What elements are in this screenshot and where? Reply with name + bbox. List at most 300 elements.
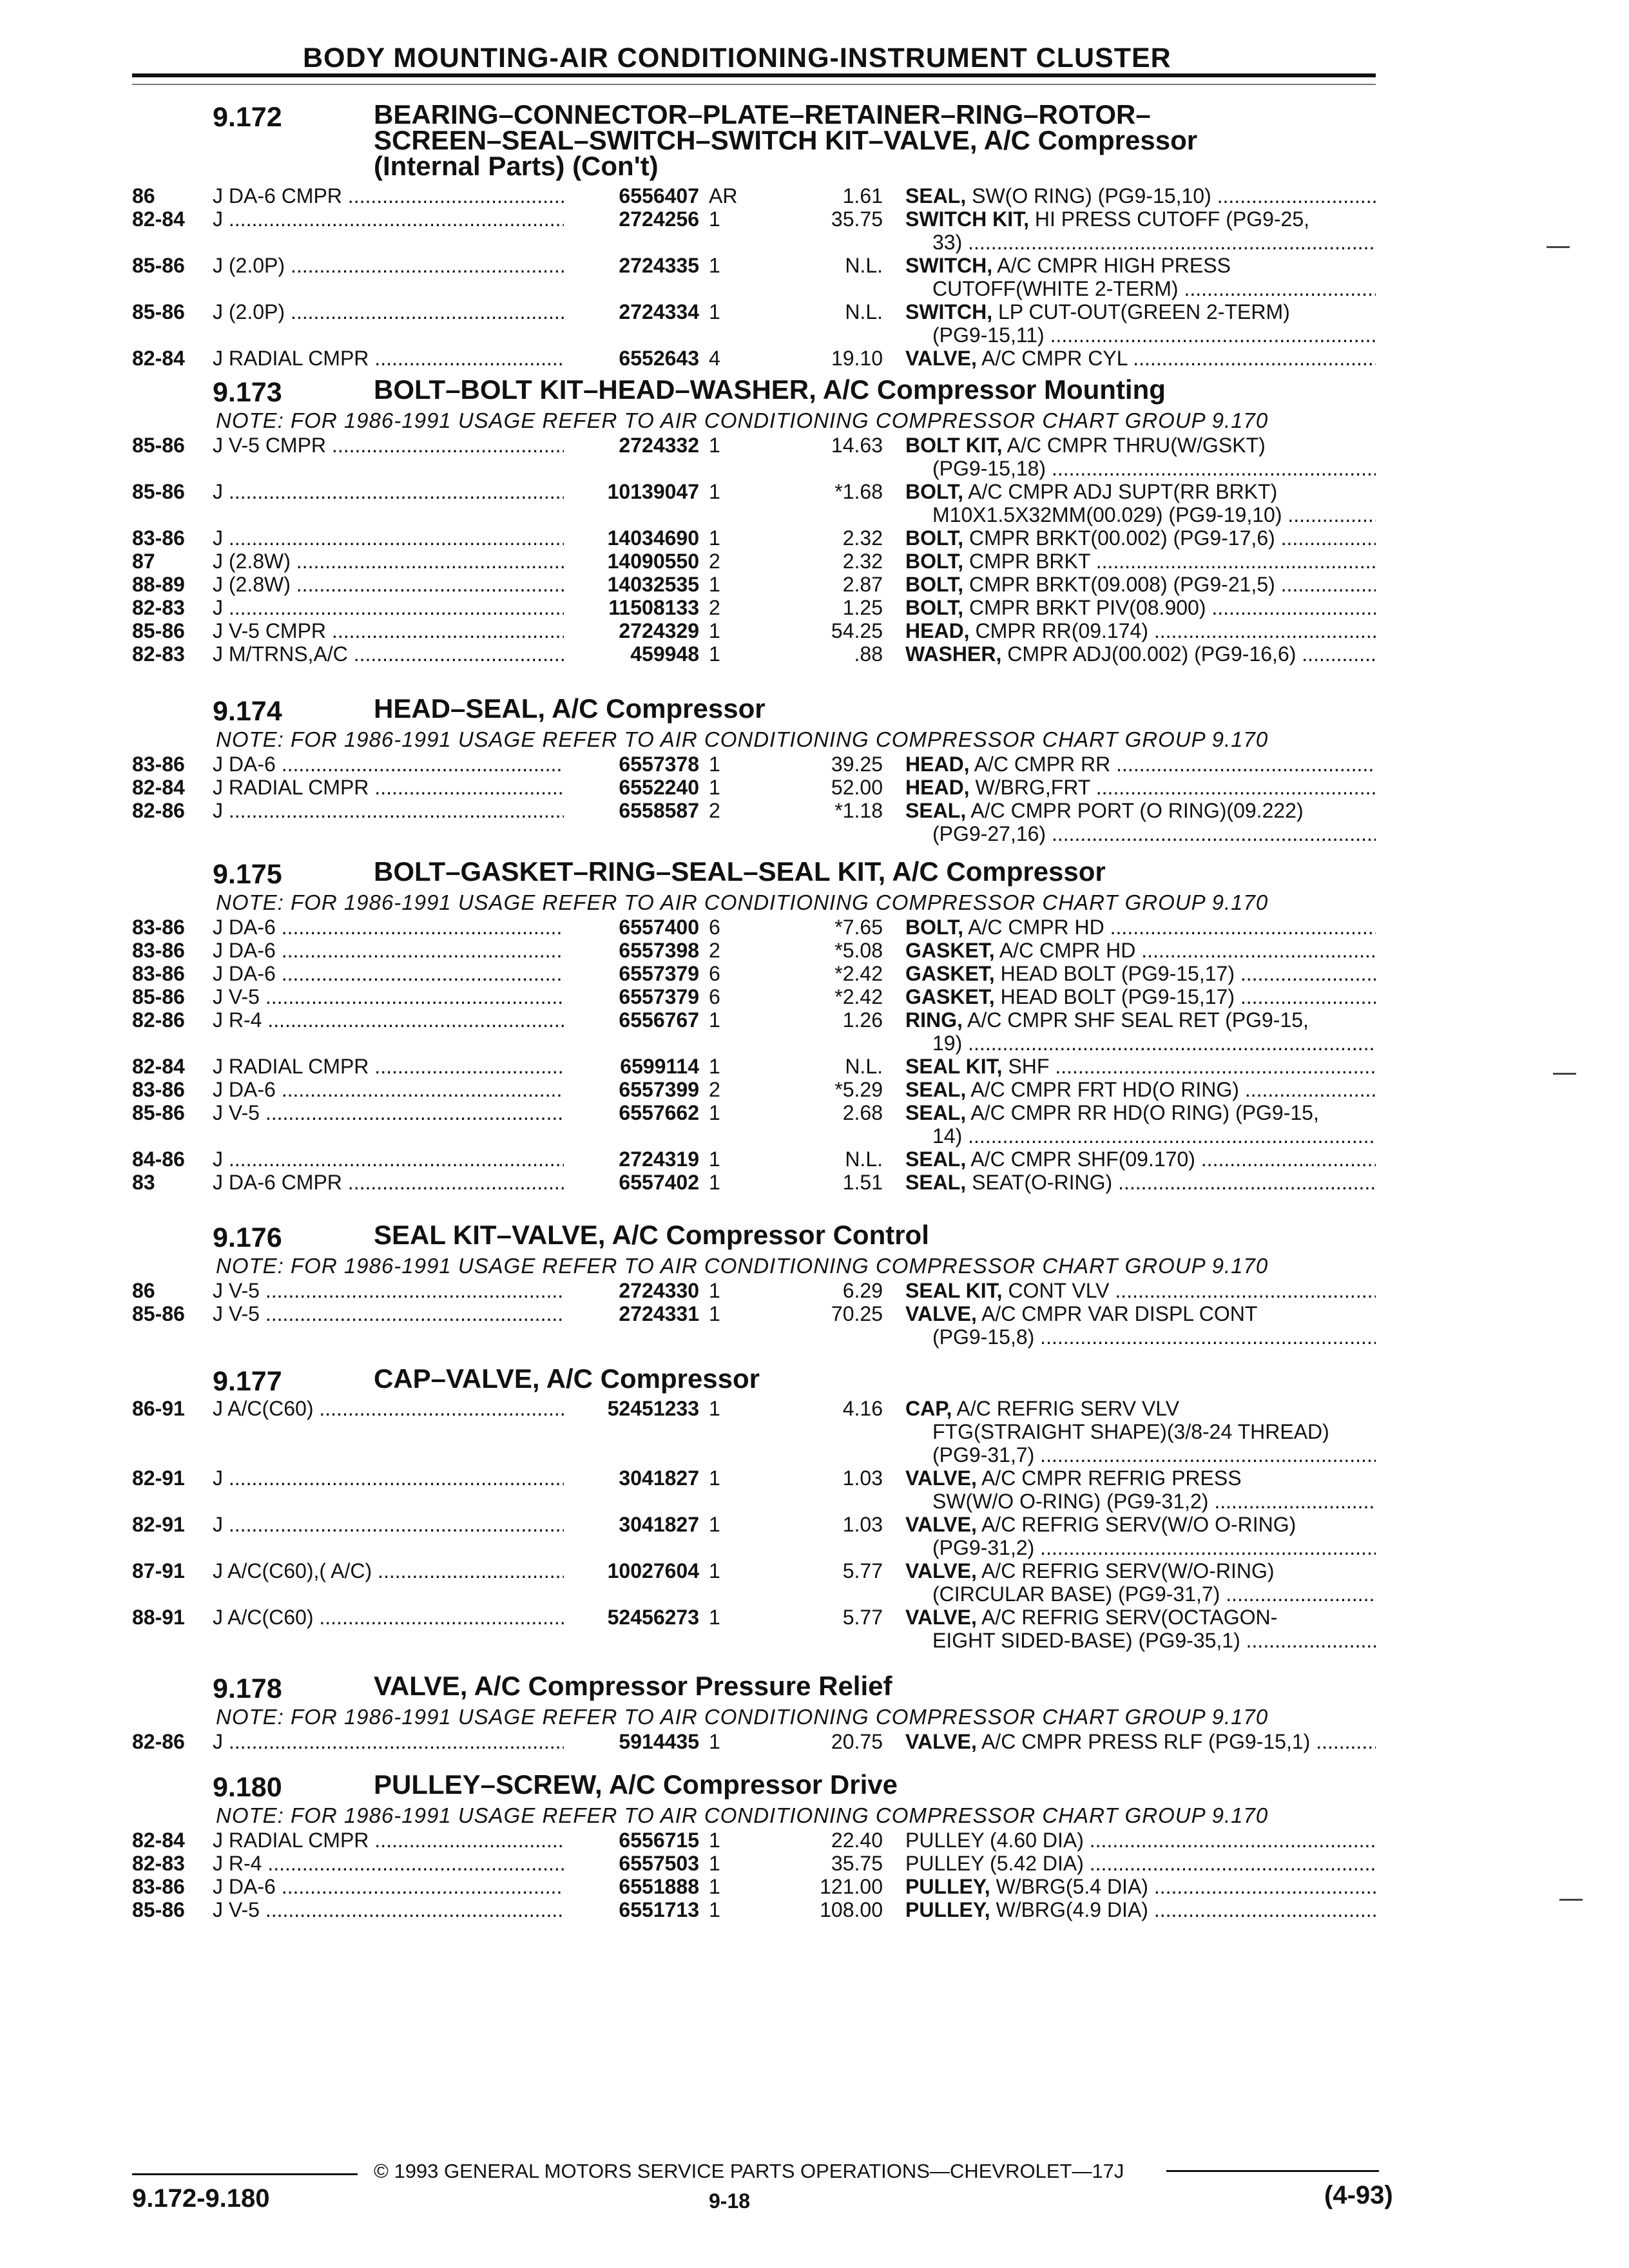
- footer-page-number: 9-18: [709, 2189, 751, 2213]
- description-line: CAP, A/C REFRIG SERV VLV: [905, 1397, 1180, 1420]
- part-description: [905, 962, 1376, 985]
- description-line: (CIRCULAR BASE) (PG9-31,7) .....: [905, 1582, 1376, 1606]
- section-number: 9.178: [213, 1673, 282, 1704]
- part-row: [0, 1466, 1629, 1513]
- part-description: [905, 985, 1376, 1008]
- application: J .....: [213, 799, 564, 822]
- part-number: 52451233: [607, 1397, 699, 1420]
- part-description: [905, 184, 1376, 207]
- part-description: [905, 1279, 1376, 1302]
- description-line: PULLEY (5.42 DIA) .....: [905, 1852, 1376, 1875]
- quantity: 2: [709, 939, 720, 962]
- application: J DA-6 .....: [213, 939, 564, 962]
- part-number: 6557379: [619, 985, 699, 1008]
- price: N.L.: [845, 254, 883, 277]
- quantity: 1: [709, 1559, 720, 1582]
- description-line: 14) .....: [905, 1124, 1376, 1148]
- description-line: HEAD, CMPR RR(09.174) .....: [905, 619, 1376, 642]
- section-number: 9.176: [213, 1222, 282, 1253]
- description-line: EIGHT SIDED-BASE) (PG9-35,1) .....: [905, 1629, 1376, 1652]
- quantity: 1: [709, 480, 720, 503]
- part-row: [0, 1852, 1629, 1875]
- description-line: VALVE, A/C REFRIG SERV(W/O O-RING): [905, 1513, 1296, 1536]
- application: J V-5 .....: [213, 1101, 564, 1124]
- section-heading: [0, 374, 1629, 408]
- application: J M/TRNS,A/C .....: [213, 642, 564, 666]
- description-line: VALVE, A/C CMPR VAR DISPL CONT: [905, 1302, 1258, 1325]
- quantity: 2: [709, 799, 720, 822]
- quantity: 1: [709, 1397, 720, 1420]
- section-note: NOTE: FOR 1986-1991 USAGE REFER TO AIR CONDITIONING COMPRESSOR CHART GROUP 9.170: [216, 727, 1269, 751]
- part-description: [905, 1078, 1376, 1101]
- year-range: 82-84: [132, 1829, 185, 1852]
- quantity: 1: [709, 642, 720, 666]
- description-line: HEAD, W/BRG,FRT .....: [905, 776, 1376, 799]
- application: J V-5 .....: [213, 1898, 564, 1921]
- year-range: 86: [132, 184, 155, 207]
- price: 2.87: [842, 573, 883, 596]
- application: J V-5 .....: [213, 1279, 564, 1302]
- quantity: 1: [709, 1302, 720, 1325]
- quantity: 1: [709, 526, 720, 550]
- description-line: SEAL KIT, SHF .....: [905, 1055, 1376, 1078]
- quantity: 6: [709, 985, 720, 1008]
- application: J DA-6 .....: [213, 1078, 564, 1101]
- part-row: [0, 642, 1629, 666]
- description-line: SEAL, A/C CMPR PORT (O RING)(09.222): [905, 799, 1304, 822]
- year-range: 82-83: [132, 642, 185, 666]
- price: 121.00: [820, 1875, 883, 1898]
- application: J A/C(C60) .....: [213, 1397, 564, 1420]
- part-description: [905, 1852, 1376, 1875]
- part-number: 6551713: [619, 1898, 699, 1921]
- quantity: 1: [709, 1055, 720, 1078]
- description-line: VALVE, A/C REFRIG SERV(OCTAGON-: [905, 1606, 1278, 1629]
- year-range: 83-86: [132, 753, 185, 776]
- price: 22.40: [831, 1829, 883, 1852]
- section-note: NOTE: FOR 1986-1991 USAGE REFER TO AIR CONDITIONING COMPRESSOR CHART GROUP 9.170: [216, 890, 1269, 914]
- part-description: [905, 916, 1376, 939]
- price: 2.32: [842, 550, 883, 573]
- price: *5.08: [834, 939, 883, 962]
- part-row: [0, 480, 1629, 526]
- year-range: 82-83: [132, 596, 185, 619]
- application: J DA-6 CMPR .....: [213, 184, 564, 207]
- part-number: 14032535: [607, 573, 699, 596]
- year-range: 85-86: [132, 254, 185, 277]
- description-line: VALVE, A/C CMPR REFRIG PRESS: [905, 1466, 1242, 1490]
- description-line: SEAL, SEAT(O-RING) .....: [905, 1171, 1376, 1194]
- description-line: BOLT KIT, A/C CMPR THRU(W/GSKT): [905, 434, 1266, 457]
- description-line: SWITCH, A/C CMPR HIGH PRESS: [905, 254, 1231, 277]
- description-line: SWITCH KIT, HI PRESS CUTOFF (PG9-25,: [905, 207, 1310, 231]
- year-range: 88-91: [132, 1606, 185, 1629]
- application: J DA-6 .....: [213, 753, 564, 776]
- part-number: 6557503: [619, 1852, 699, 1875]
- application: J DA-6 CMPR .....: [213, 1171, 564, 1194]
- price: 1.03: [842, 1466, 883, 1490]
- part-description: [905, 753, 1376, 776]
- description-line: VALVE, A/C CMPR CYL .....: [905, 347, 1376, 370]
- part-number: 6557378: [619, 753, 699, 776]
- application: J R-4 .....: [213, 1852, 564, 1875]
- part-row: [0, 753, 1629, 776]
- quantity: 1: [709, 619, 720, 642]
- application: J DA-6 .....: [213, 962, 564, 985]
- part-number: 5914435: [619, 1730, 699, 1753]
- quantity: 1: [709, 254, 720, 277]
- part-row: [0, 526, 1629, 550]
- section-heading: [0, 1363, 1629, 1397]
- part-row: [0, 619, 1629, 642]
- year-range: 83-86: [132, 939, 185, 962]
- part-description: [905, 1466, 1376, 1513]
- part-row: [0, 1148, 1629, 1171]
- description-line: BOLT, CMPR BRKT(09.008) (PG9-21,5) .....: [905, 573, 1376, 596]
- section-9-176: [0, 1222, 1629, 1349]
- section-note: NOTE: FOR 1986-1991 USAGE REFER TO AIR CONDITIONING COMPRESSOR CHART GROUP 9.170: [216, 1705, 1269, 1729]
- part-number: 459948: [630, 642, 699, 666]
- year-range: 82-91: [132, 1466, 185, 1490]
- part-description: [905, 526, 1376, 550]
- year-range: 87: [132, 550, 155, 573]
- part-description: [905, 1559, 1376, 1606]
- section-number: 9.180: [213, 1772, 282, 1803]
- price: *2.42: [834, 962, 883, 985]
- section-heading: [0, 99, 1629, 184]
- part-number: 6557379: [619, 962, 699, 985]
- part-description: [905, 254, 1376, 300]
- part-description: [905, 1898, 1376, 1921]
- description-line: PULLEY, W/BRG(5.4 DIA) .....: [905, 1875, 1376, 1898]
- year-range: 83-86: [132, 526, 185, 550]
- description-line: (PG9-27,16) .....: [905, 822, 1376, 845]
- description-line: SEAL, A/C CMPR FRT HD(O RING) .....: [905, 1078, 1376, 1101]
- part-row: [0, 1055, 1629, 1078]
- price: *1.18: [834, 799, 883, 822]
- part-description: [905, 573, 1376, 596]
- part-description: [905, 1513, 1376, 1559]
- part-description: [905, 1148, 1376, 1171]
- quantity: 4: [709, 347, 720, 370]
- section-note: NOTE: FOR 1986-1991 USAGE REFER TO AIR CONDITIONING COMPRESSOR CHART GROUP 9.170: [216, 1254, 1269, 1278]
- part-row: [0, 1078, 1629, 1101]
- part-description: [905, 300, 1376, 347]
- application: J V-5 CMPR .....: [213, 619, 564, 642]
- year-range: 82-84: [132, 1055, 185, 1078]
- price: 39.25: [831, 753, 883, 776]
- quantity: 6: [709, 962, 720, 985]
- description-line: GASKET, HEAD BOLT (PG9-15,17) .....: [905, 985, 1376, 1008]
- part-number: 6557400: [619, 916, 699, 939]
- description-line: SEAL KIT, CONT VLV .....: [905, 1279, 1376, 1302]
- part-description: [905, 1008, 1376, 1055]
- part-row: [0, 962, 1629, 985]
- part-description: [905, 619, 1376, 642]
- description-line: HEAD, A/C CMPR RR .....: [905, 753, 1376, 776]
- application: J A/C(C60) .....: [213, 1606, 564, 1629]
- part-number: 2724331: [619, 1302, 699, 1325]
- price: 1.03: [842, 1513, 883, 1536]
- section-number: 9.172: [213, 102, 282, 133]
- part-number: 6552643: [619, 347, 699, 370]
- price: 1.51: [842, 1171, 883, 1194]
- price: 1.61: [842, 184, 883, 207]
- price: 54.25: [831, 619, 883, 642]
- part-row: [0, 916, 1629, 939]
- quantity: 1: [709, 776, 720, 799]
- section-9-173: [0, 374, 1629, 666]
- application: J .....: [213, 480, 564, 503]
- part-number: 10139047: [607, 480, 699, 503]
- quantity: 1: [709, 300, 720, 323]
- application: J .....: [213, 1148, 564, 1171]
- year-range: 85-86: [132, 1101, 185, 1124]
- section-title: VALVE, A/C Compressor Pressure Relief: [374, 1671, 892, 1701]
- description-line: WASHER, CMPR ADJ(00.002) (PG9-16,6) .....: [905, 642, 1376, 666]
- application: J RADIAL CMPR .....: [213, 776, 564, 799]
- margin-mark: [1547, 246, 1570, 248]
- price: .88: [854, 642, 883, 666]
- price: *1.68: [834, 480, 883, 503]
- section-title: BOLT–GASKET–RING–SEAL–SEAL KIT, A/C Compressor: [374, 856, 1106, 887]
- application: J .....: [213, 596, 564, 619]
- description-line: PULLEY, W/BRG(4.9 DIA) .....: [905, 1898, 1376, 1921]
- section-9-177: [0, 1363, 1629, 1652]
- section-title: SEAL KIT–VALVE, A/C Compressor Control: [374, 1220, 929, 1250]
- part-description: [905, 596, 1376, 619]
- application: J RADIAL CMPR .....: [213, 1829, 564, 1852]
- year-range: 82-86: [132, 1730, 185, 1753]
- year-range: 85-86: [132, 434, 185, 457]
- description-line: BOLT, CMPR BRKT .....: [905, 550, 1376, 573]
- price: 5.77: [842, 1606, 883, 1629]
- quantity: 2: [709, 550, 720, 573]
- description-line: BOLT, CMPR BRKT(00.002) (PG9-17,6) .....: [905, 526, 1376, 550]
- section-title: HEAD–SEAL, A/C Compressor: [374, 693, 766, 724]
- part-row: [0, 1730, 1629, 1753]
- description-line: GASKET, HEAD BOLT (PG9-15,17) .....: [905, 962, 1376, 985]
- section-heading: [0, 1222, 1629, 1253]
- description-line: BOLT, CMPR BRKT PIV(08.900) .....: [905, 596, 1376, 619]
- application: J .....: [213, 1466, 564, 1490]
- quantity: 1: [709, 1279, 720, 1302]
- description-line: (PG9-15,11) .....: [905, 323, 1376, 347]
- part-row: [0, 939, 1629, 962]
- part-number: 3041827: [619, 1513, 699, 1536]
- price: 108.00: [820, 1898, 883, 1921]
- description-line: SEAL, SW(O RING) (PG9-15,10) .....: [905, 184, 1376, 207]
- quantity: 1: [709, 1466, 720, 1490]
- quantity: 1: [709, 1852, 720, 1875]
- part-row: [0, 1829, 1629, 1852]
- description-line: (PG9-31,2) .....: [905, 1536, 1376, 1559]
- description-line: (PG9-15,18) .....: [905, 457, 1376, 480]
- price: 35.75: [831, 207, 883, 231]
- quantity: 1: [709, 1171, 720, 1194]
- description-line: GASKET, A/C CMPR HD .....: [905, 939, 1376, 962]
- description-line: CUTOFF(WHITE 2-TERM) .....: [905, 277, 1376, 300]
- part-description: [905, 1171, 1376, 1194]
- application: J A/C(C60),( A/C) .....: [213, 1559, 564, 1582]
- section-title: CAP–VALVE, A/C Compressor: [374, 1363, 760, 1394]
- application: J (2.8W) .....: [213, 573, 564, 596]
- part-number: 6556407: [619, 184, 699, 207]
- quantity: 1: [709, 434, 720, 457]
- part-description: [905, 776, 1376, 799]
- part-number: 6556767: [619, 1008, 699, 1032]
- description-line: PULLEY (4.60 DIA) .....: [905, 1829, 1376, 1852]
- part-row: [0, 254, 1629, 300]
- price: 4.16: [842, 1397, 883, 1420]
- part-row: [0, 596, 1629, 619]
- section-title: PULLEY–SCREW, A/C Compressor Drive: [374, 1769, 898, 1800]
- part-row: [0, 207, 1629, 254]
- part-number: 2724330: [619, 1279, 699, 1302]
- quantity: 1: [709, 573, 720, 596]
- footer-section-range: 9.172-9.180: [132, 2184, 270, 2213]
- description-line: FTG(STRAIGHT SHAPE)(3/8-24 THREAD): [932, 1420, 1329, 1443]
- part-number: 6551888: [619, 1875, 699, 1898]
- part-row: [0, 550, 1629, 573]
- application: J (2.0P) .....: [213, 300, 564, 323]
- part-description: [905, 1055, 1376, 1078]
- price: 5.77: [842, 1559, 883, 1582]
- quantity: 6: [709, 916, 720, 939]
- price: 14.63: [831, 434, 883, 457]
- part-row: [0, 1898, 1629, 1921]
- application: J .....: [213, 207, 564, 231]
- description-line: M10X1.5X32MM(00.029) (PG9-19,10) .....: [905, 503, 1376, 526]
- part-number: 14090550: [607, 550, 699, 573]
- part-description: [905, 1829, 1376, 1852]
- part-row: [0, 347, 1629, 370]
- part-number: 2724334: [619, 300, 699, 323]
- part-number: 2724332: [619, 434, 699, 457]
- year-range: 83-86: [132, 916, 185, 939]
- section-title: BOLT–BOLT KIT–HEAD–WASHER, A/C Compressor Mounting: [374, 374, 1166, 405]
- year-range: 85-86: [132, 1898, 185, 1921]
- year-range: 86: [132, 1279, 155, 1302]
- part-row: [0, 776, 1629, 799]
- price: 1.26: [842, 1008, 883, 1032]
- part-number: 3041827: [619, 1466, 699, 1490]
- description-line: (PG9-15,8) .....: [905, 1325, 1376, 1349]
- section-heading: [0, 693, 1629, 727]
- price: 70.25: [831, 1302, 883, 1325]
- part-number: 6552240: [619, 776, 699, 799]
- part-row: [0, 799, 1629, 845]
- application: J V-5 .....: [213, 985, 564, 1008]
- section-heading: [0, 1769, 1629, 1803]
- section-9-180: [0, 1769, 1629, 1921]
- year-range: 87-91: [132, 1559, 185, 1582]
- application: J R-4 .....: [213, 1008, 564, 1032]
- part-row: [0, 1171, 1629, 1194]
- quantity: 1: [709, 1101, 720, 1124]
- margin-mark: [1553, 1073, 1576, 1075]
- application: J RADIAL CMPR .....: [213, 1055, 564, 1078]
- year-range: 82-84: [132, 347, 185, 370]
- description-line: (PG9-31,7) .....: [905, 1443, 1376, 1466]
- part-number: 6599114: [620, 1055, 699, 1078]
- quantity: 1: [709, 207, 720, 231]
- footer-date: (4-93): [1324, 2181, 1393, 2209]
- part-row: [0, 1008, 1629, 1055]
- description-line: SWITCH, LP CUT-OUT(GREEN 2-TERM): [905, 300, 1290, 323]
- section-note: NOTE: FOR 1986-1991 USAGE REFER TO AIR CONDITIONING COMPRESSOR CHART GROUP 9.170: [216, 1803, 1269, 1827]
- part-number: 6557399: [619, 1078, 699, 1101]
- application: J .....: [213, 526, 564, 550]
- part-row: [0, 1279, 1629, 1302]
- year-range: 83-86: [132, 1078, 185, 1101]
- part-description: [905, 939, 1376, 962]
- footer-copyright: © 1993 GENERAL MOTORS SERVICE PARTS OPERATIONS—CHEVROLET—17J: [374, 2160, 1124, 2182]
- description-line: 33) .....: [905, 231, 1376, 254]
- part-number: 2724319: [619, 1148, 699, 1171]
- footer-rule-left: [132, 2173, 358, 2175]
- description-line: VALVE, A/C REFRIG SERV(W/O-RING): [905, 1559, 1275, 1582]
- quantity: 1: [709, 1875, 720, 1898]
- price: 2.68: [842, 1101, 883, 1124]
- part-description: [905, 347, 1376, 370]
- part-description: [905, 1101, 1376, 1148]
- year-range: 82-84: [132, 207, 185, 231]
- part-description: [905, 1730, 1376, 1753]
- part-row: [0, 573, 1629, 596]
- part-number: 6557398: [619, 939, 699, 962]
- application: J .....: [213, 1730, 564, 1753]
- part-description: [905, 642, 1376, 666]
- page-header-title: BODY MOUNTING-AIR CONDITIONING-INSTRUMENT CLUSTER: [303, 43, 1171, 73]
- year-range: 85-86: [132, 985, 185, 1008]
- quantity: 1: [709, 753, 720, 776]
- year-range: 83-86: [132, 1875, 185, 1898]
- application: J DA-6 .....: [213, 1875, 564, 1898]
- quantity: 2: [709, 1078, 720, 1101]
- price: N.L.: [845, 1055, 883, 1078]
- year-range: 88-89: [132, 573, 185, 596]
- part-row: [0, 985, 1629, 1008]
- price: 52.00: [831, 776, 883, 799]
- description-line: BOLT, A/C CMPR ADJ SUPT(RR BRKT): [905, 480, 1278, 503]
- part-description: [905, 207, 1376, 254]
- application: J V-5 .....: [213, 1302, 564, 1325]
- price: 20.75: [831, 1730, 883, 1753]
- application: J RADIAL CMPR .....: [213, 347, 564, 370]
- header-thin-rule: [132, 84, 1376, 85]
- section-9-172: [0, 99, 1629, 370]
- year-range: 83-86: [132, 962, 185, 985]
- section-9-175: [0, 856, 1629, 1194]
- quantity: 1: [709, 1730, 720, 1753]
- part-row: [0, 184, 1629, 207]
- application: J (2.0P) .....: [213, 254, 564, 277]
- price: *7.65: [834, 916, 883, 939]
- quantity: 1: [709, 1898, 720, 1921]
- section-heading: [0, 856, 1629, 890]
- year-range: 85-86: [132, 1302, 185, 1325]
- header-rule: [132, 73, 1376, 77]
- section-9-174: [0, 693, 1629, 845]
- price: 35.75: [831, 1852, 883, 1875]
- quantity: 1: [709, 1513, 720, 1536]
- description-line: VALVE, A/C CMPR PRESS RLF (PG9-15,1) .....: [905, 1730, 1376, 1753]
- price: *2.42: [834, 985, 883, 1008]
- section-number: 9.173: [213, 377, 282, 408]
- part-number: 2724256: [619, 207, 699, 231]
- margin-mark: [1559, 1899, 1583, 1901]
